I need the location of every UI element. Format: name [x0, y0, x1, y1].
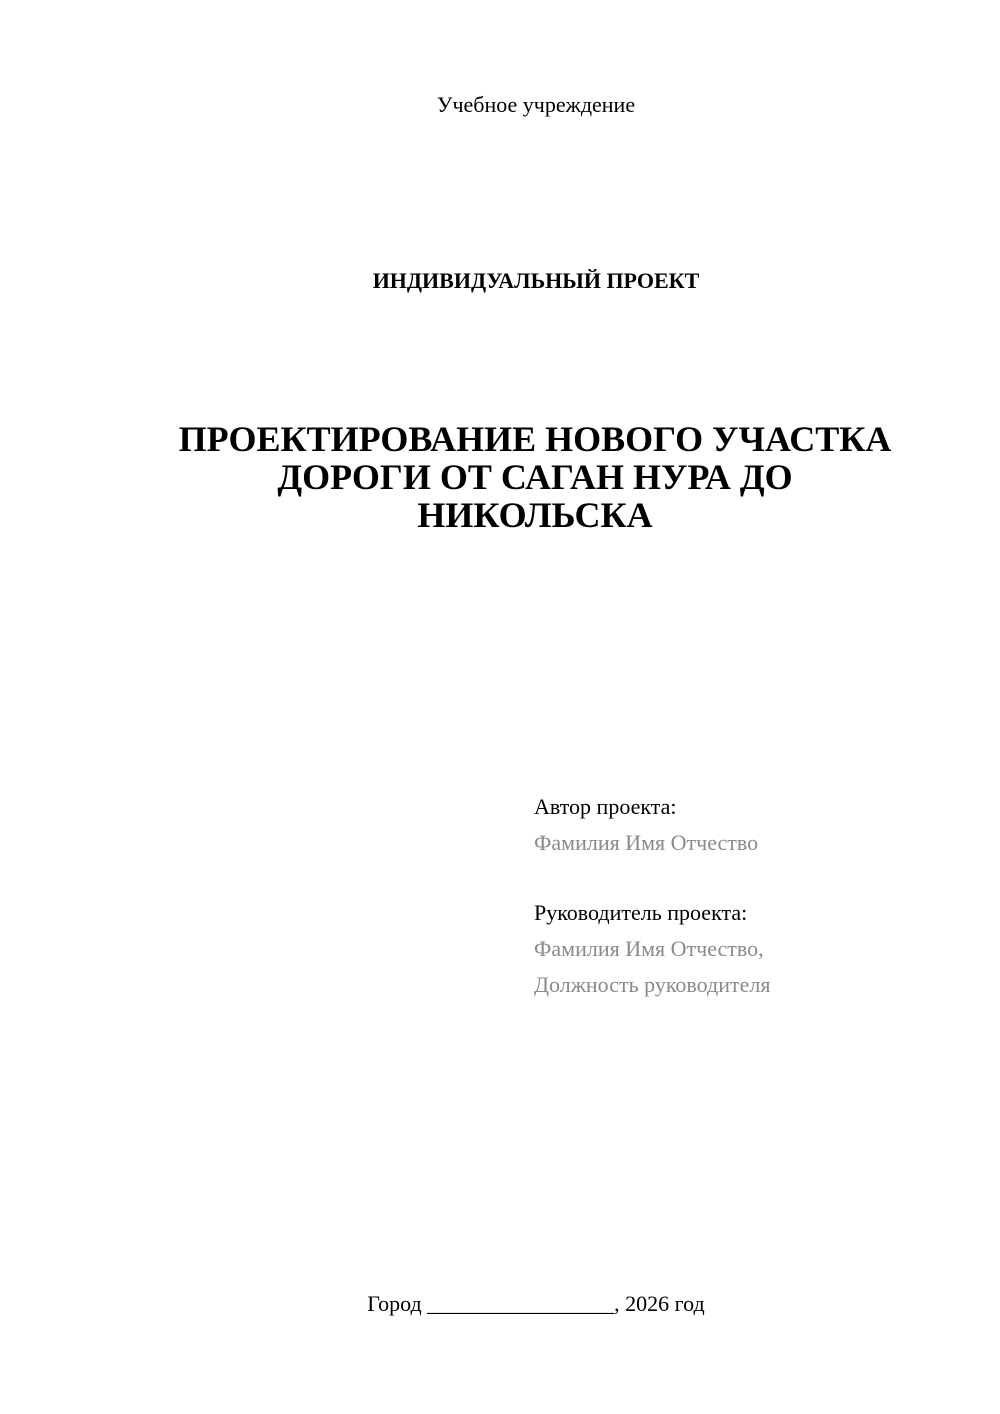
- author-label: Автор проекта:: [534, 794, 677, 819]
- supervisor-name: Фамилия Имя Отчество,: [534, 936, 764, 961]
- credits-block: [534, 789, 974, 1003]
- year-text: , 2026 год: [614, 1291, 705, 1316]
- project-title: [130, 420, 940, 534]
- supervisor-label: Руководитель проекта:: [534, 900, 748, 925]
- city-year-line: [0, 1290, 1000, 1318]
- city-blank: _________________: [427, 1291, 615, 1316]
- author-name: Фамилия Имя Отчество: [534, 830, 759, 855]
- supervisor-position: Должность руководителя: [534, 972, 771, 997]
- document-type: ИНДИВИДУАЛЬНЫЙ ПРОЕКТ: [372, 268, 700, 293]
- city-label: Город: [367, 1291, 422, 1316]
- institution-name: Учебное учреждение: [436, 92, 636, 117]
- project-title-line: ПРОЕКТИРОВАНИЕ НОВОГО УЧАСТКА: [178, 419, 892, 459]
- credits-spacer: [534, 861, 974, 895]
- project-title-line: ДОРОГИ ОТ САГАН НУРА ДО: [277, 457, 793, 497]
- project-title-line: НИКОЛЬСКА: [417, 495, 653, 535]
